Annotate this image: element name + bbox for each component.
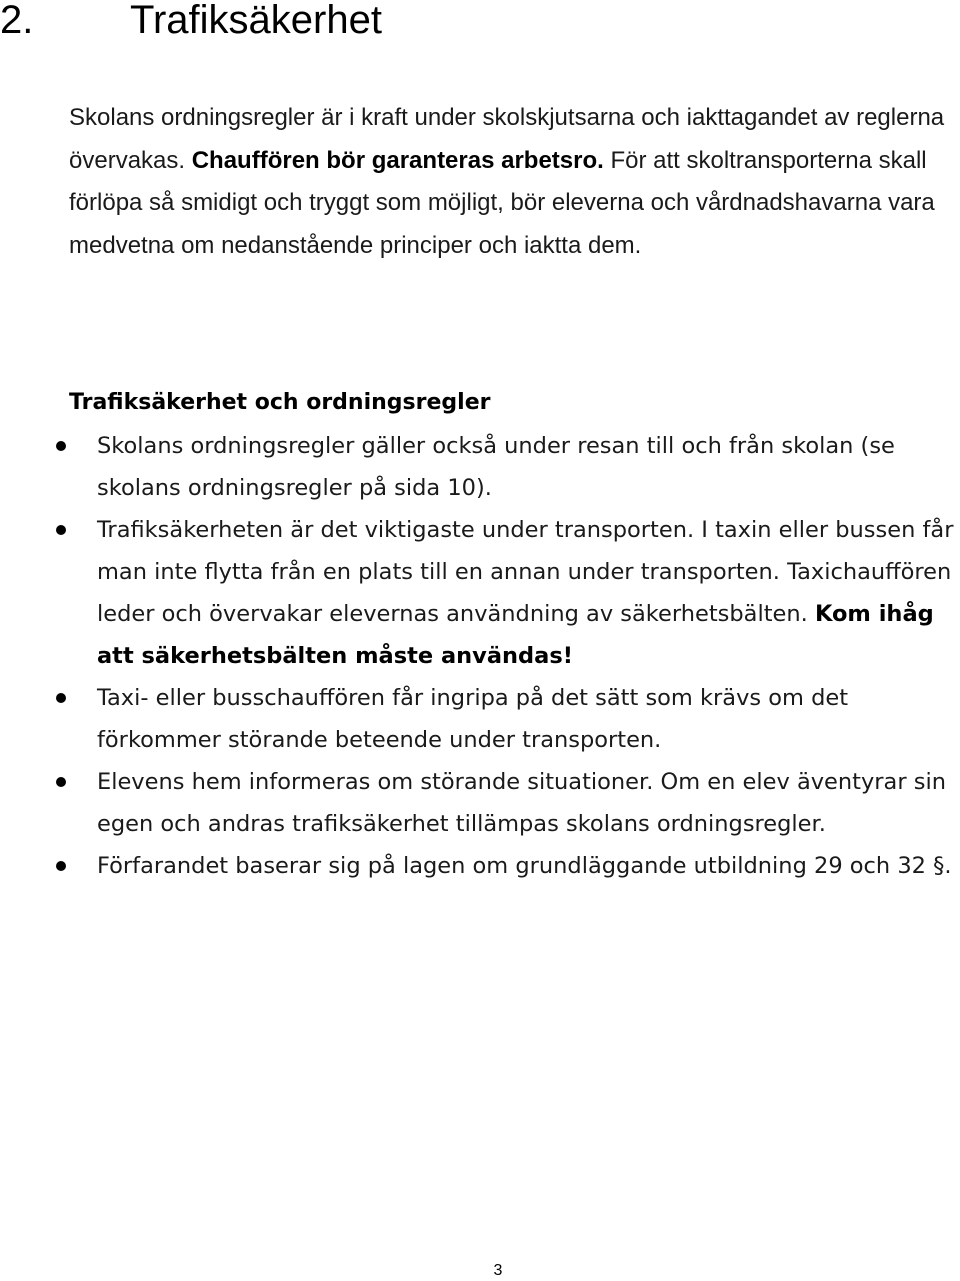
section-heading xyxy=(0,0,382,46)
list-item-text-normal: Taxi- eller busschauffören får ingripa på det sätt som krävs om det förkommer störande beteende under transporten. xyxy=(97,685,849,753)
intro-text-part1: Skolans ordningsregler är i kraft under skolskjutsarna och iakttagandet av reglerna övervakas. xyxy=(69,104,945,174)
list-item xyxy=(0,761,960,845)
bullet-icon xyxy=(56,861,66,871)
list-item xyxy=(0,677,960,761)
list-item-text-normal: Trafiksäkerheten är det viktigaste under transporten. I taxin eller bussen får man inte flytta från en plats till en annan under transporten. Taxichauffören leder och övervakar elevernas användning av säkerhetsbälten. xyxy=(97,517,954,627)
list-item-text xyxy=(97,769,946,837)
page-number: 3 xyxy=(493,1262,503,1279)
section-number: 2. xyxy=(0,0,34,42)
subsection-heading: Trafiksäkerhet och ordningsregler xyxy=(69,390,491,415)
rules-list xyxy=(0,425,960,887)
list-item-text xyxy=(97,517,953,669)
bullet-icon xyxy=(56,693,66,703)
intro-paragraph xyxy=(69,97,959,267)
list-item-text-bold: Kom ihåg att säkerhetsbälten måste användas! xyxy=(97,601,934,669)
list-item xyxy=(0,845,960,887)
list-item xyxy=(0,425,960,509)
intro-text-part2: För att skoltransporterna skall förlöpa så smidigt och tryggt som möjligt, bör eleverna och vårdnadshavarna vara medvetna om nedanstående principer och iaktta dem. xyxy=(69,146,935,259)
section-title: Trafiksäkerhet xyxy=(130,0,382,42)
list-item xyxy=(0,509,960,677)
list-item-text-normal: Elevens hem informeras om störande situationer. Om en elev äventyrar sin egen och andras trafiksäkerhet tillämpas skolans ordningsregler. xyxy=(97,769,946,837)
list-item-text xyxy=(97,685,848,753)
list-item-text-normal: Förfarandet baserar sig på lagen om grundläggande utbildning 29 och 32 §. xyxy=(97,853,952,879)
bullet-icon xyxy=(56,777,66,787)
list-item-text-normal: Skolans ordningsregler gäller också under resan till och från skolan (se skolans ordningsregler på sida 10). xyxy=(97,433,895,501)
list-item-text xyxy=(97,433,895,501)
bullet-icon xyxy=(56,441,66,451)
bullet-icon xyxy=(56,525,66,535)
intro-text-bold: Chauffören bör garanteras arbetsro. xyxy=(191,146,604,174)
list-item-text xyxy=(97,853,952,879)
